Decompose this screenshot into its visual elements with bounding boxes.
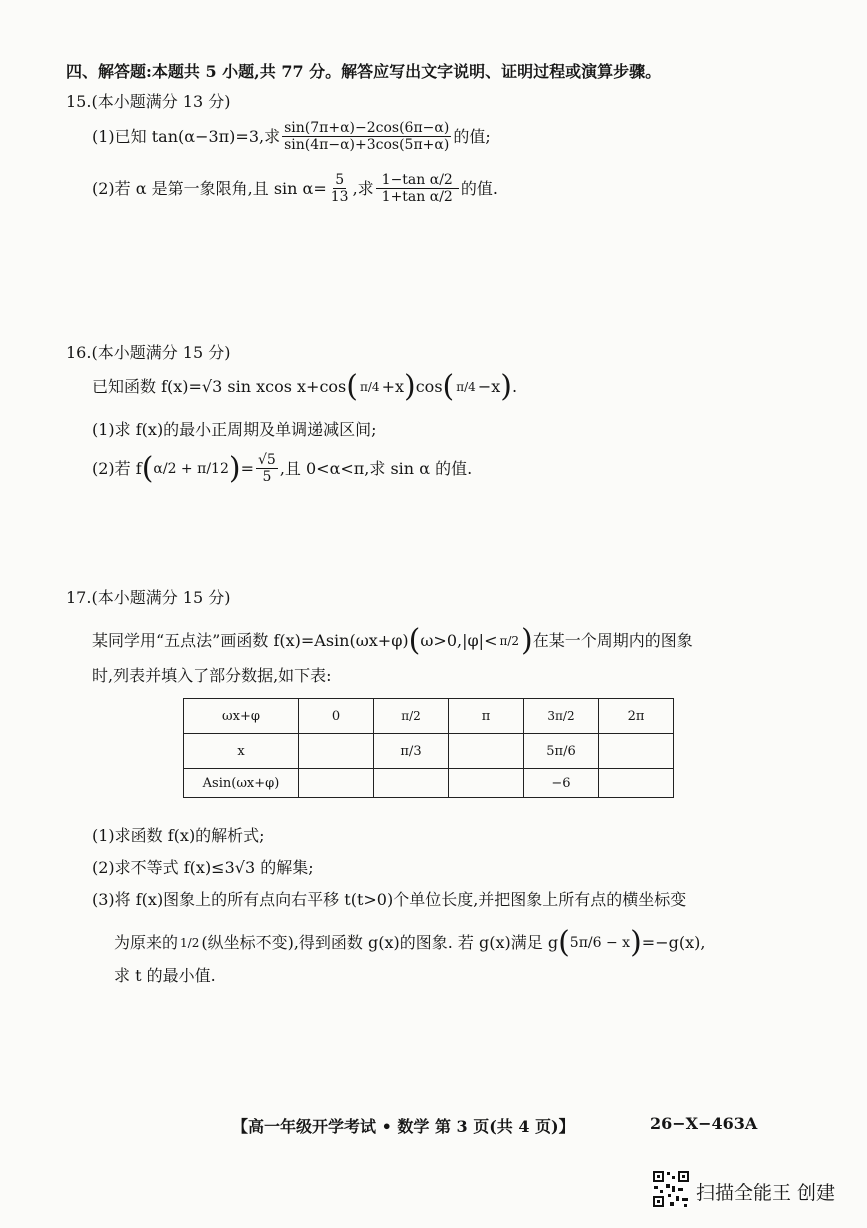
q17-part3-line2 — [114, 925, 706, 960]
q17-part3-arg: 5π/6 − x — [569, 935, 631, 951]
q17-part3-text-b2: (纵坐标不变),得到函数 g(x)的图象. 若 g(x)满足 g — [201, 933, 559, 952]
table-cell — [524, 699, 599, 734]
q16-part2 — [92, 452, 472, 485]
q15-part2-text-a: (2)若 α 是第一象限角,且 sin α= — [92, 178, 327, 198]
table-cell: π/3 — [374, 734, 449, 769]
q16-part2-num: √5 — [257, 452, 276, 468]
q17-part2: (2)求不等式 f(x)≤3√3 的解集; — [92, 858, 314, 877]
q16-title: 16.(本小题满分 15 分) — [66, 343, 231, 362]
q17-intro-cond: ω>0,|φ|< — [420, 631, 498, 650]
qr-code-icon — [652, 1170, 690, 1208]
q15-part2-sin-fraction — [329, 172, 351, 205]
table-cell: −6 — [524, 769, 599, 798]
table-cell: 0 — [299, 699, 374, 734]
table-cell — [299, 769, 374, 798]
q16-part2-paren-open: ( — [141, 450, 154, 486]
q16-paren-close-1: ) — [404, 369, 416, 404]
q17-intro-text-b: 在某一个周期内的图象 — [532, 631, 693, 650]
section-header: 四、解答题:本题共 5 小题,共 77 分。解答应写出文字说明、证明过程或演算步骤。 — [66, 62, 662, 81]
q16-pi4-2: π/4 — [456, 380, 476, 394]
table-cell: π — [449, 699, 524, 734]
q15-part2-sin-den: 13 — [330, 189, 349, 205]
q17-part3-text-b3: =−g(x), — [641, 933, 706, 952]
q15-part1-text-a: (1)已知 tan(α−3π)=3,求 — [92, 126, 281, 146]
q17-intro-paren-close: ) — [521, 623, 533, 658]
table-cell — [374, 769, 449, 798]
table-cell — [299, 734, 374, 769]
q16-paren-close-2: ) — [500, 369, 512, 404]
q15-part2-text-b: ,求 — [352, 178, 374, 198]
q17-intro — [92, 623, 693, 658]
q17-intro-paren-open: ( — [408, 623, 421, 658]
q16-part2-paren-close: ) — [228, 450, 241, 486]
q17-part3-line1: (3)将 f(x)图象上的所有点向右平移 t(t>0)个单位长度,并把图象上所有点的横坐标变 — [92, 890, 687, 909]
table-row-header: x — [184, 734, 299, 769]
q17-part3-text-b1: 为原来的 — [114, 933, 179, 952]
table-cell — [449, 769, 524, 798]
q16-given-text-e: . — [511, 377, 518, 396]
q15-part2-tan-fraction — [376, 172, 459, 205]
q16-part1: (1)求 f(x)的最小正周期及单调递减区间; — [92, 420, 377, 439]
q16-given-text-d: −x — [477, 377, 501, 396]
q16-part2-den: 5 — [262, 469, 272, 485]
q16-pi4-fraction-2 — [456, 380, 476, 394]
q15-part1-fraction — [282, 120, 451, 153]
q15-part2-tan-den: 1+tan α/2 — [381, 189, 453, 205]
table-cell-value: 3π/2 — [547, 708, 575, 723]
q16-paren-open-1: ( — [346, 369, 358, 404]
q17-intro-text-a: 某同学用“五点法”画函数 f(x)=Asin(ωx+φ) — [92, 631, 409, 650]
q16-part2-text-b: = — [240, 458, 254, 478]
q17-title: 17.(本小题满分 15 分) — [66, 588, 231, 607]
q15-part1-denominator: sin(4π−α)+3cos(5π+α) — [284, 137, 450, 153]
table-row-header: ωx+φ — [184, 699, 299, 734]
table-row — [184, 699, 674, 734]
page-footer: 【高一年级开学考试 • 数学 第 3 页(共 4 页)】 — [232, 1117, 575, 1136]
table-cell — [599, 769, 674, 798]
q16-pi4-fraction-1 — [360, 380, 380, 394]
q15-part1 — [92, 120, 491, 153]
q17-part1: (1)求函数 f(x)的解析式; — [92, 826, 265, 845]
q17-part3-paren-close: ) — [630, 925, 642, 960]
table-cell — [599, 734, 674, 769]
q17-part3-paren-open: ( — [558, 925, 570, 960]
q15-part1-numerator: sin(7π+α)−2cos(6π−α) — [284, 120, 450, 136]
q16-given-text-a: 已知函数 f(x)=√3 sin xcos x+cos — [92, 377, 347, 396]
q15-part2-tan-num: 1−tan α/2 — [376, 172, 459, 189]
q15-part2 — [92, 172, 498, 205]
q17-intro-pi2-fraction — [499, 634, 519, 648]
q16-given-text-b: +x — [381, 377, 404, 396]
q16-paren-open-2: ( — [442, 369, 455, 404]
scanner-watermark: 扫描全能王 创建 — [696, 1182, 836, 1204]
table-cell: 5π/6 — [524, 734, 599, 769]
q16-part2-text-c: ,且 0<α<π,求 sin α 的值. — [279, 458, 473, 478]
q17-part3-line3: 求 t 的最小值. — [114, 966, 216, 985]
q16-given — [92, 369, 518, 404]
q16-given-text-c: cos — [415, 377, 443, 396]
exam-code: 26−X−463A — [650, 1114, 758, 1133]
q16-pi4-1: π/4 — [359, 380, 380, 394]
table-row — [184, 769, 674, 798]
q15-part2-sin-num: 5 — [335, 172, 345, 188]
q16-part2-fraction — [256, 452, 278, 485]
q15-part2-text-c: 的值. — [460, 178, 498, 198]
q15-title: 15.(本小题满分 13 分) — [66, 92, 231, 111]
table-cell: 2π — [599, 699, 674, 734]
q15-part1-text-b: 的值; — [453, 126, 491, 146]
table-row-header: Asin(ωx+φ) — [184, 769, 299, 798]
q17-part3-half-value: 1/2 — [180, 936, 200, 950]
q16-part2-text-a: (2)若 f — [92, 458, 142, 478]
five-point-table — [183, 698, 674, 798]
q16-part2-arg: α/2 + π/12 — [153, 460, 229, 477]
table-cell — [449, 734, 524, 769]
q17-intro-2: 时,列表并填入了部分数据,如下表: — [92, 666, 332, 685]
table-row — [184, 734, 674, 769]
table-cell-value: π/2 — [401, 708, 421, 723]
q17-part3-half — [180, 936, 199, 950]
q17-intro-pi2: π/2 — [499, 634, 520, 648]
table-cell — [374, 699, 449, 734]
